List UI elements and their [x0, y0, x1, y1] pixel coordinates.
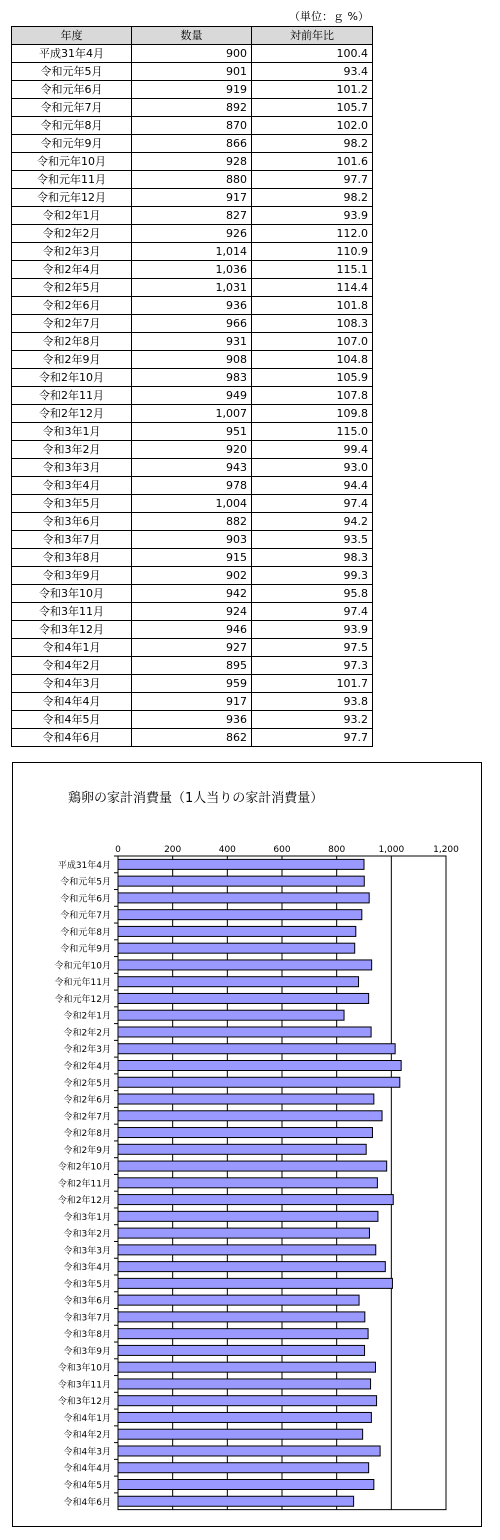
row-yoy: 107.0: [252, 333, 373, 351]
row-quantity: 949: [132, 387, 252, 405]
bar: [118, 1412, 371, 1422]
row-quantity: 1,007: [132, 405, 252, 423]
row-yoy: 94.2: [252, 513, 373, 531]
row-year: 令和2年2月: [12, 225, 132, 243]
row-quantity: 942: [132, 585, 252, 603]
y-tick-label: 令和元年9月: [60, 944, 111, 955]
row-yoy: 93.8: [252, 693, 373, 711]
row-yoy: 93.4: [252, 63, 373, 81]
header-quantity: 数量: [132, 27, 252, 45]
row-year: 令和2年5月: [12, 279, 132, 297]
y-tick-label: 令和3年5月: [63, 1279, 111, 1290]
bar: [118, 1061, 401, 1071]
table-row: [12, 423, 373, 441]
row-yoy: 114.4: [252, 279, 373, 297]
x-tick-label: 600: [273, 845, 291, 855]
row-yoy: 98.3: [252, 549, 373, 567]
y-tick-label: 令和4年5月: [63, 1481, 111, 1491]
y-tick-label: 令和元年5月: [60, 877, 111, 888]
row-year: 令和4年5月: [12, 711, 132, 729]
row-yoy: 109.8: [252, 405, 373, 423]
row-year: 令和4年1月: [12, 639, 132, 657]
row-quantity: 880: [132, 171, 252, 189]
table-row: [12, 351, 373, 369]
row-yoy: 108.3: [252, 315, 373, 333]
table-row: [12, 279, 373, 297]
bar: [118, 1362, 375, 1372]
bar: [118, 926, 356, 936]
bar: [118, 1094, 374, 1104]
bar: [118, 1077, 400, 1087]
bar: [118, 977, 359, 987]
header-yoy: 対前年比: [252, 27, 373, 45]
y-tick-label: 平成31年4月: [57, 860, 111, 871]
table-row: [12, 603, 373, 621]
row-quantity: 903: [132, 531, 252, 549]
y-tick-label: 令和2年7月: [63, 1112, 111, 1123]
row-yoy: 107.8: [252, 387, 373, 405]
bar-chart: [13, 763, 481, 1526]
y-tick-label: 令和2年4月: [63, 1062, 111, 1072]
table-row: [12, 171, 373, 189]
row-quantity: 927: [132, 639, 252, 657]
y-tick-label: 令和2年10月: [57, 1162, 111, 1173]
row-yoy: 101.6: [252, 153, 373, 171]
row-yoy: 99.4: [252, 441, 373, 459]
table-row: [12, 459, 373, 477]
bar: [118, 1345, 365, 1355]
bar: [118, 876, 364, 886]
bar: [118, 1429, 363, 1439]
bar: [118, 1245, 376, 1255]
y-tick-label: 令和3年3月: [63, 1246, 111, 1257]
row-quantity: 928: [132, 153, 252, 171]
table-row: [12, 117, 373, 135]
table-row: [12, 441, 373, 459]
x-tick-label: 200: [164, 845, 182, 855]
table-row: [12, 81, 373, 99]
table-row: [12, 495, 373, 513]
row-year: 令和2年10月: [12, 369, 132, 387]
y-tick-label: 令和2年9月: [63, 1145, 111, 1156]
row-yoy: 97.5: [252, 639, 373, 657]
x-tick-label: 400: [218, 845, 236, 855]
row-year: 令和3年8月: [12, 549, 132, 567]
table-row: [12, 99, 373, 117]
row-quantity: 895: [132, 657, 252, 675]
row-yoy: 98.2: [252, 189, 373, 207]
bar: [118, 1496, 354, 1506]
y-tick-label: 令和3年7月: [63, 1313, 111, 1324]
table-row: [12, 477, 373, 495]
row-quantity: 978: [132, 477, 252, 495]
row-year: 令和2年9月: [12, 351, 132, 369]
table-row: [12, 567, 373, 585]
table-row: [12, 135, 373, 153]
row-yoy: 101.2: [252, 81, 373, 99]
row-yoy: 93.0: [252, 459, 373, 477]
row-year: 令和元年12月: [12, 189, 132, 207]
table-row: [12, 225, 373, 243]
row-quantity: 882: [132, 513, 252, 531]
x-tick-label: 1,000: [378, 845, 405, 855]
table-row: [12, 387, 373, 405]
y-tick-label: 令和元年11月: [54, 978, 111, 989]
row-yoy: 115.1: [252, 261, 373, 279]
y-tick-label: 令和4年3月: [63, 1447, 111, 1458]
row-quantity: 920: [132, 441, 252, 459]
row-quantity: 943: [132, 459, 252, 477]
row-yoy: 110.9: [252, 243, 373, 261]
row-year: 令和元年5月: [12, 63, 132, 81]
row-yoy: 112.0: [252, 225, 373, 243]
row-yoy: 93.9: [252, 207, 373, 225]
row-yoy: 95.8: [252, 585, 373, 603]
y-tick-label: 令和2年5月: [63, 1078, 111, 1089]
y-tick-label: 令和3年9月: [63, 1346, 111, 1357]
row-year: 令和2年7月: [12, 315, 132, 333]
row-quantity: 936: [132, 297, 252, 315]
row-quantity: 902: [132, 567, 252, 585]
x-tick-label: 0: [115, 845, 121, 855]
row-yoy: 105.9: [252, 369, 373, 387]
row-quantity: 1,004: [132, 495, 252, 513]
bar: [118, 1278, 392, 1288]
table-row: [12, 621, 373, 639]
bar: [118, 1463, 369, 1473]
row-year: 令和3年1月: [12, 423, 132, 441]
row-quantity: 866: [132, 135, 252, 153]
y-tick-label: 令和2年11月: [57, 1179, 111, 1190]
row-yoy: 115.0: [252, 423, 373, 441]
bar: [118, 1379, 371, 1389]
row-year: 令和3年12月: [12, 621, 132, 639]
table-row: [12, 513, 373, 531]
row-yoy: 101.8: [252, 297, 373, 315]
bar: [118, 1396, 377, 1406]
row-year: 令和元年8月: [12, 117, 132, 135]
table-row: [12, 243, 373, 261]
bar: [118, 1178, 377, 1188]
row-year: 令和3年7月: [12, 531, 132, 549]
y-tick-label: 令和3年2月: [63, 1229, 111, 1240]
y-tick-label: 令和元年12月: [54, 994, 111, 1005]
y-tick-label: 令和2年6月: [63, 1095, 111, 1106]
chart-title: 鶏卵の家計消費量（1人当りの家計消費量）: [68, 791, 324, 806]
row-quantity: 1,031: [132, 279, 252, 297]
row-year: 令和3年11月: [12, 603, 132, 621]
row-year: 令和3年2月: [12, 441, 132, 459]
row-yoy: 102.0: [252, 117, 373, 135]
bar: [118, 1262, 385, 1272]
table-row: [12, 549, 373, 567]
y-tick-label: 令和4年1月: [63, 1413, 111, 1424]
bar: [118, 1044, 395, 1054]
y-tick-label: 令和元年10月: [54, 961, 111, 972]
y-tick-label: 令和3年12月: [57, 1397, 111, 1408]
bar: [118, 1228, 369, 1238]
unit-label: （単位：ｇ %）: [289, 10, 369, 23]
y-tick-label: 令和元年6月: [60, 894, 111, 905]
row-year: 令和4年3月: [12, 675, 132, 693]
bar: [118, 859, 364, 869]
row-yoy: 97.4: [252, 495, 373, 513]
table-row: [12, 45, 373, 63]
y-tick-label: 令和2年8月: [63, 1129, 111, 1140]
row-quantity: 926: [132, 225, 252, 243]
table-row: [12, 405, 373, 423]
row-yoy: 100.4: [252, 45, 373, 63]
row-quantity: 862: [132, 729, 252, 747]
row-yoy: 93.5: [252, 531, 373, 549]
row-year: 令和3年3月: [12, 459, 132, 477]
table-row: [12, 693, 373, 711]
y-tick-label: 令和2年12月: [57, 1196, 111, 1207]
row-year: 令和3年5月: [12, 495, 132, 513]
row-year: 令和2年1月: [12, 207, 132, 225]
chart-frame: [12, 762, 482, 1527]
table-row: [12, 153, 373, 171]
x-tick-label: 1,200: [433, 845, 459, 855]
row-yoy: 97.4: [252, 603, 373, 621]
bar: [118, 1446, 380, 1456]
row-quantity: 936: [132, 711, 252, 729]
bar: [118, 1329, 368, 1339]
y-tick-label: 令和元年8月: [60, 927, 111, 938]
row-quantity: 924: [132, 603, 252, 621]
consumption-table: [11, 26, 373, 747]
table-row: [12, 675, 373, 693]
row-year: 令和2年6月: [12, 297, 132, 315]
row-year: 令和2年11月: [12, 387, 132, 405]
y-tick-label: 令和2年2月: [63, 1028, 111, 1039]
y-tick-label: 令和4年6月: [63, 1497, 111, 1508]
bar: [118, 1211, 378, 1221]
y-tick-label: 令和2年3月: [63, 1045, 111, 1056]
row-year: 令和3年4月: [12, 477, 132, 495]
table-row: [12, 729, 373, 747]
table-row: [12, 531, 373, 549]
table-row: [12, 369, 373, 387]
bar: [118, 1027, 371, 1037]
table-row: [12, 189, 373, 207]
row-quantity: 959: [132, 675, 252, 693]
bar: [118, 1480, 374, 1490]
row-quantity: 1,014: [132, 243, 252, 261]
bar: [118, 1111, 382, 1121]
table-row: [12, 333, 373, 351]
row-year: 令和2年4月: [12, 261, 132, 279]
bar: [118, 1144, 366, 1154]
row-quantity: 900: [132, 45, 252, 63]
row-quantity: 917: [132, 693, 252, 711]
bar: [118, 1161, 387, 1171]
y-tick-label: 令和3年4月: [63, 1263, 111, 1274]
row-quantity: 951: [132, 423, 252, 441]
y-tick-label: 令和3年6月: [63, 1296, 111, 1307]
header-year: 年度: [12, 27, 132, 45]
row-year: 令和2年8月: [12, 333, 132, 351]
y-tick-label: 令和2年1月: [63, 1011, 111, 1022]
table-row: [12, 639, 373, 657]
row-quantity: 1,036: [132, 261, 252, 279]
table-row: [12, 315, 373, 333]
row-quantity: 827: [132, 207, 252, 225]
row-year: 令和4年4月: [12, 693, 132, 711]
row-yoy: 93.2: [252, 711, 373, 729]
y-tick-label: 令和元年7月: [60, 911, 111, 922]
row-quantity: 931: [132, 333, 252, 351]
row-year: 令和3年9月: [12, 567, 132, 585]
row-quantity: 908: [132, 351, 252, 369]
row-quantity: 917: [132, 189, 252, 207]
row-yoy: 97.7: [252, 729, 373, 747]
row-year: 平成31年4月: [12, 45, 132, 63]
row-year: 令和3年10月: [12, 585, 132, 603]
table-row: [12, 63, 373, 81]
bar: [118, 1010, 344, 1020]
table-row: [12, 585, 373, 603]
row-quantity: 870: [132, 117, 252, 135]
table-row: [12, 207, 373, 225]
row-year: 令和4年2月: [12, 657, 132, 675]
row-quantity: 983: [132, 369, 252, 387]
y-tick-label: 令和3年10月: [57, 1363, 111, 1374]
row-year: 令和2年3月: [12, 243, 132, 261]
y-tick-label: 令和4年4月: [63, 1464, 111, 1475]
row-yoy: 94.4: [252, 477, 373, 495]
y-tick-label: 令和4年2月: [63, 1430, 111, 1441]
bar: [118, 1295, 359, 1305]
row-quantity: 915: [132, 549, 252, 567]
row-year: 令和3年6月: [12, 513, 132, 531]
x-tick-label: 800: [328, 845, 346, 855]
row-quantity: 919: [132, 81, 252, 99]
bar: [118, 1312, 365, 1322]
bar: [118, 960, 372, 970]
row-quantity: 946: [132, 621, 252, 639]
table-row: [12, 261, 373, 279]
y-tick-label: 令和3年8月: [63, 1330, 111, 1341]
row-yoy: 98.2: [252, 135, 373, 153]
row-yoy: 99.3: [252, 567, 373, 585]
row-year: 令和2年12月: [12, 405, 132, 423]
y-tick-label: 令和3年11月: [57, 1380, 111, 1391]
row-year: 令和元年7月: [12, 99, 132, 117]
row-year: 令和元年6月: [12, 81, 132, 99]
row-yoy: 97.7: [252, 171, 373, 189]
y-tick-label: 令和3年1月: [63, 1212, 111, 1223]
bar: [118, 893, 369, 903]
row-yoy: 101.7: [252, 675, 373, 693]
row-quantity: 966: [132, 315, 252, 333]
row-yoy: 105.7: [252, 99, 373, 117]
row-yoy: 97.3: [252, 657, 373, 675]
bar: [118, 910, 362, 920]
row-year: 令和元年11月: [12, 171, 132, 189]
bar: [118, 1128, 372, 1138]
row-year: 令和元年10月: [12, 153, 132, 171]
table-row: [12, 657, 373, 675]
row-year: 令和元年9月: [12, 135, 132, 153]
table-header-row: [12, 27, 373, 45]
table-row: [12, 297, 373, 315]
row-yoy: 104.8: [252, 351, 373, 369]
row-year: 令和4年6月: [12, 729, 132, 747]
bar: [118, 993, 369, 1003]
bar: [118, 1195, 393, 1205]
row-quantity: 901: [132, 63, 252, 81]
row-quantity: 892: [132, 99, 252, 117]
bar: [118, 943, 355, 953]
table-row: [12, 711, 373, 729]
row-yoy: 93.9: [252, 621, 373, 639]
